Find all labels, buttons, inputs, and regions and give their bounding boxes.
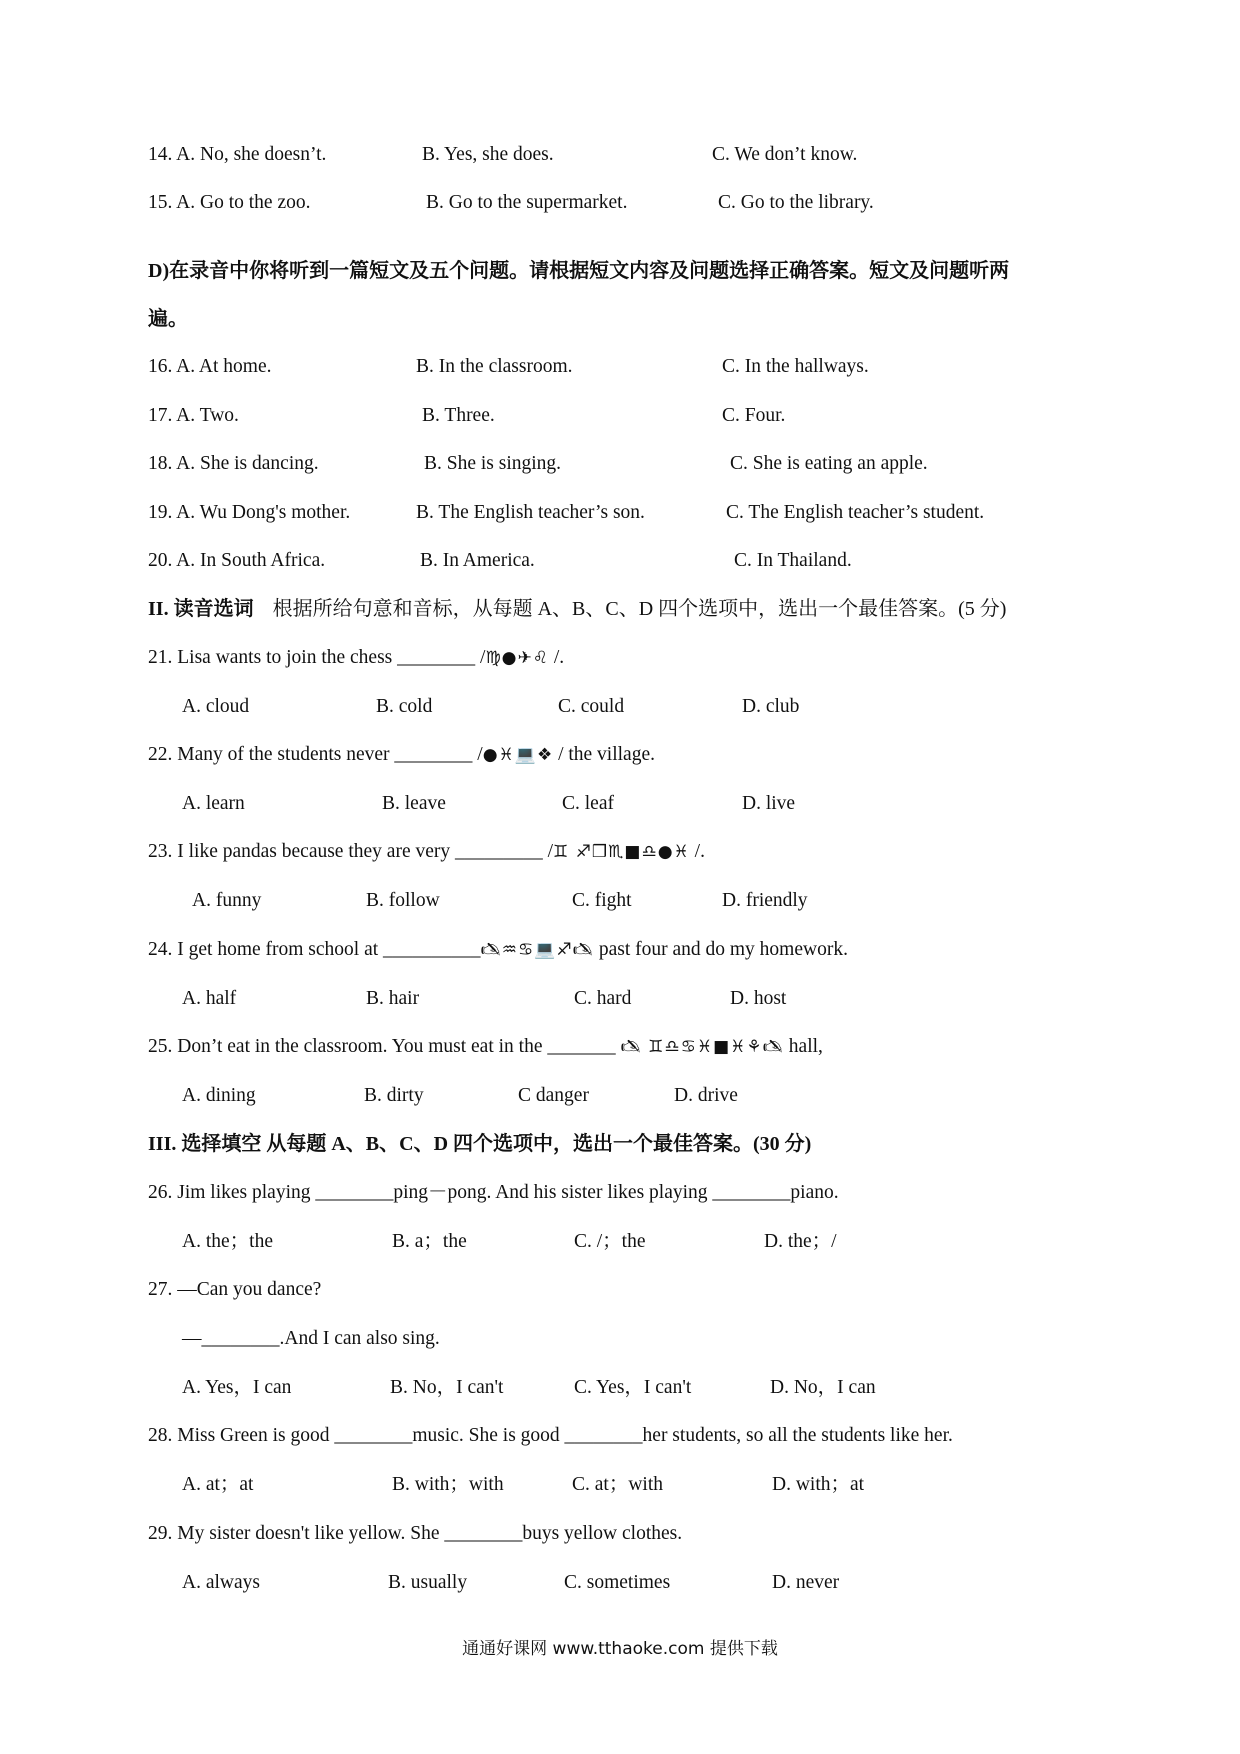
section-2-heading bbox=[148, 596, 1006, 622]
question-24: 24. I get home from school at __________🖎♒♋💻♐🖎 past four and do my homework. bbox=[148, 939, 848, 960]
question-24-options: A. half B. hair C. hard D. host bbox=[182, 988, 787, 1009]
question-29: 29. My sister doesn't like yellow. She ________buys yellow clothes. bbox=[148, 1523, 683, 1544]
question-26: 26. Jim likes playing ________ping－pong. And his sister likes playing ________piano. bbox=[148, 1182, 839, 1203]
question-29-options: A. always B. usually C. sometimes D. never bbox=[182, 1572, 840, 1593]
question-25-options: A. dining B. dirty C danger D. drive bbox=[182, 1085, 738, 1106]
question-26-options: A. the；the B. a；the C. /；the D. the；/ bbox=[182, 1231, 837, 1252]
section-2-instruction: 根据所给句意和音标，从每题 A、B、C、D 四个选项中，选出一个最佳答案。(5 分) bbox=[272, 598, 1007, 620]
question-25: 25. Don’t eat in the classroom. You must eat in the _______ 🖎 ♊♎♋♓■♓⚘🖎 hall, bbox=[148, 1036, 823, 1057]
phonetic-symbols: 🖎 ♊♎♋♓■♓⚘🖎 bbox=[620, 1037, 784, 1057]
question-22: 22. Many of the students never ________ /●♓💻❖ / the village. bbox=[148, 744, 655, 765]
phonetic-symbols: ♊ ♐❒♏■♎●♓ bbox=[553, 842, 690, 862]
question-14: 14. A. No, she doesn’t. B. Yes, she does. C. We don’t know. bbox=[148, 144, 858, 165]
question-17: 17. A. Two. B. Three. C. Four. bbox=[148, 405, 786, 426]
question-16: 16. A. At home. B. In the classroom. C. In the hallways. bbox=[148, 356, 869, 377]
section-d-instruction-line1: D)在录音中你将听到一篇短文及五个问题。请根据短文内容及问题选择正确答案。短文及问题听两 bbox=[148, 260, 1010, 282]
question-28-options: A. at；at B. with；with C. at；with D. with；at bbox=[182, 1474, 865, 1495]
phonetic-symbols: ♍●✈♌ bbox=[485, 648, 549, 668]
question-23: 23. I like pandas because they are very _________ /♊ ♐❒♏■♎●♓ /. bbox=[148, 841, 705, 862]
question-27-response: —________.And I can also sing. bbox=[182, 1328, 440, 1349]
question-27: 27. —Can you dance? bbox=[148, 1279, 322, 1300]
question-19: 19. A. Wu Dong's mother. B. The English teacher’s son. C. The English teacher’s student. bbox=[148, 502, 985, 523]
question-28: 28. Miss Green is good ________music. She is good ________her students, so all the students like her. bbox=[148, 1425, 953, 1446]
section-d-instruction-line2: 遍。 bbox=[148, 308, 188, 330]
phonetic-symbols: ●♓💻❖ bbox=[482, 745, 554, 765]
question-20: 20. A. In South Africa. B. In America. C. In Thailand. bbox=[148, 550, 852, 571]
section-3-heading: III. 选择填空 从每题 A、B、C、D 四个选项中，选出一个最佳答案。(30 分) bbox=[148, 1133, 812, 1155]
question-21-options: A. cloud B. cold C. could D. club bbox=[182, 696, 800, 717]
question-27-options: A. Yes，I can B. No，I can't C. Yes，I can't D. No，I can bbox=[182, 1377, 876, 1398]
question-18: 18. A. She is dancing. B. She is singing. C. She is eating an apple. bbox=[148, 453, 928, 474]
section-2-title: II. 读音选词 bbox=[148, 598, 254, 620]
question-22-options: A. learn B. leave C. leaf D. live bbox=[182, 793, 796, 814]
question-15: 15. A. Go to the zoo. B. Go to the supermarket. C. Go to the library. bbox=[148, 192, 874, 213]
phonetic-symbols: 🖎♒♋💻♐🖎 bbox=[480, 940, 594, 960]
page-footer: 通通好课网 www.tthaoke.com 提供下载 bbox=[462, 1639, 778, 1659]
question-21: 21. Lisa wants to join the chess ________ /♍●✈♌ /. bbox=[148, 647, 565, 668]
question-23-options: A. funny B. follow C. fight D. friendly bbox=[192, 890, 808, 911]
